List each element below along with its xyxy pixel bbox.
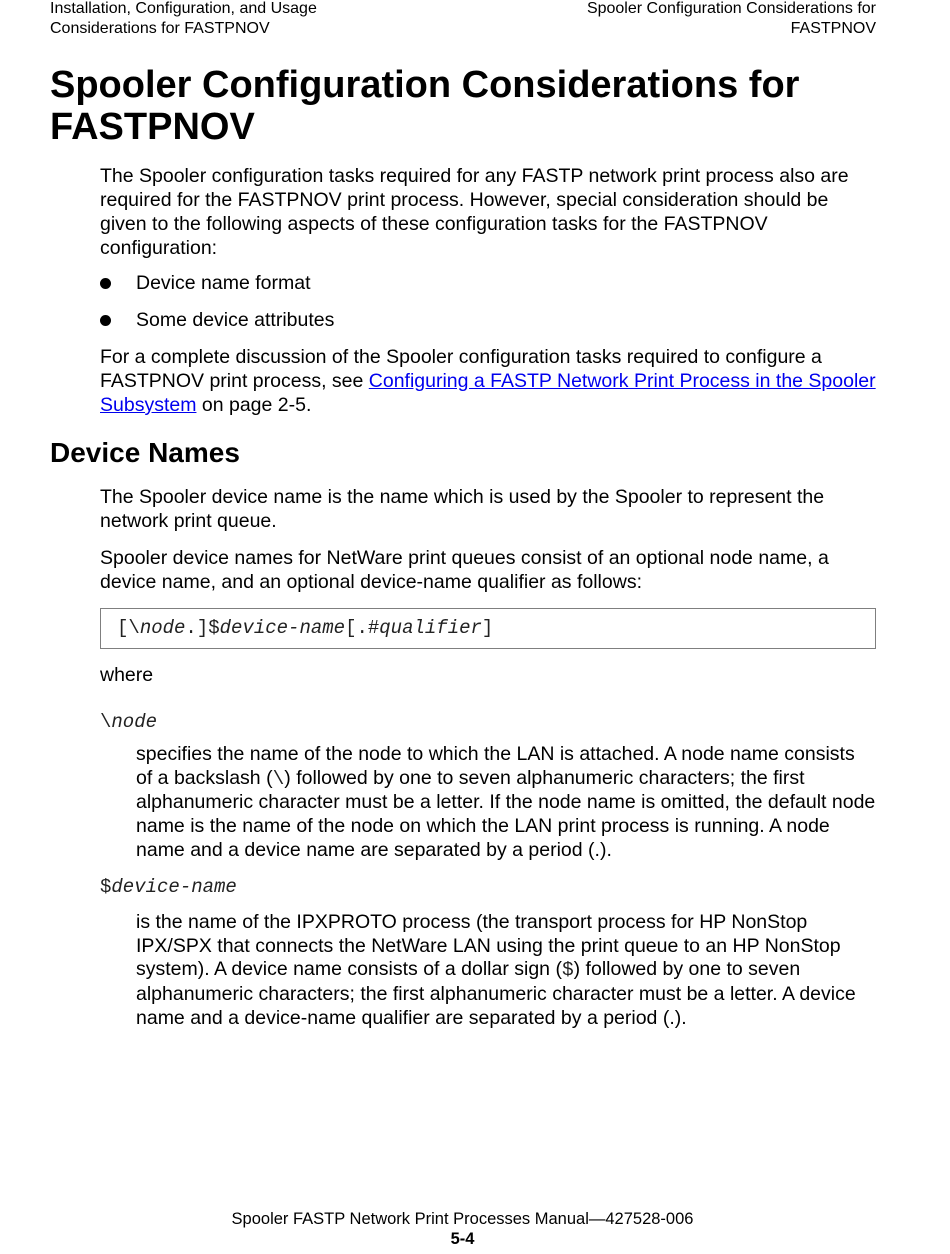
device-names-paragraph-1: The Spooler device name is the name which is used by the Spooler to represent the network print queue. <box>100 486 825 532</box>
bullet-text: Device name format <box>136 272 311 294</box>
definition-node: specifies the name of the node to which the LAN is attached. A node name consists of a backslash (\) followed by one to seven alphanumeric characters; the first alphanumeric character must be a letter. If the node name is omitted, the default node name is the name of the node on which the LAN print process is running. A node name and a device name are separated by a period (.). <box>136 743 876 861</box>
syntax-qualifier: qualifier <box>379 617 482 639</box>
header-left-line1: Installation, Configuration, and Usage <box>50 0 317 17</box>
page-title: Spooler Configuration Considerations for FASTPNOV <box>50 64 800 148</box>
syntax-node: node <box>139 617 186 639</box>
syntax-box <box>100 608 876 649</box>
running-header-left <box>50 0 380 39</box>
reference-page-text: on page 2-5. <box>196 394 312 416</box>
header-right-line1: Spooler Configuration Considerations for <box>586 0 876 17</box>
definition-device-name: is the name of the IPXPROTO process (the transport process for HP NonStop IPX/SPX that connects the NetWare LAN using the print queue to an HP NonStop system). A device name consists of a dollar sign ($) followed by one to seven alphanumeric characters; the first alphanumeric character must be a letter. A device name and a device-name qualifier are separated by a period (.). <box>136 911 856 1029</box>
header-right-line2: FASTPNOV <box>790 20 876 37</box>
where-label: where <box>100 664 154 686</box>
bullet-dot-icon <box>100 278 111 289</box>
syntax-line: [\node.]$device-name[.#qualifier] <box>117 617 494 639</box>
reference-paragraph <box>100 345 880 417</box>
term-device-name: $device-name <box>100 876 237 898</box>
term-node: \node <box>100 711 158 733</box>
bullet-dot-icon <box>100 315 111 326</box>
reference-text: For a complete discussion of the Spooler configuration tasks required to configure a FASTPNOV print process, see <box>100 346 822 392</box>
running-header-right <box>546 0 876 39</box>
section-heading-device-names: Device Names <box>50 437 240 468</box>
intro-text: The Spooler configuration tasks required for any FASTP network print process also are required for the FASTPNOV print process. However, special consideration should be given to the following aspects of these configuration tasks for the FASTPNOV configuration: <box>100 165 849 259</box>
device-names-paragraph-2: Spooler device names for NetWare print queues consist of an optional node name, a device name, and an optional device-name qualifier as follows: <box>100 547 829 593</box>
footer-page-number: 5-4 <box>450 1230 475 1248</box>
footer-manual-title: Spooler FASTP Network Print Processes Manual—427528-006 <box>231 1210 694 1228</box>
bullet-text: Some device attributes <box>136 309 335 331</box>
cross-reference-link[interactable]: Configuring a FASTP Network Print Process in the Spooler Subsystem <box>100 370 876 416</box>
header-left-line2: Considerations for FASTPNOV <box>50 20 270 37</box>
intro-paragraph <box>100 164 880 260</box>
syntax-device-name: device-name <box>219 617 346 639</box>
